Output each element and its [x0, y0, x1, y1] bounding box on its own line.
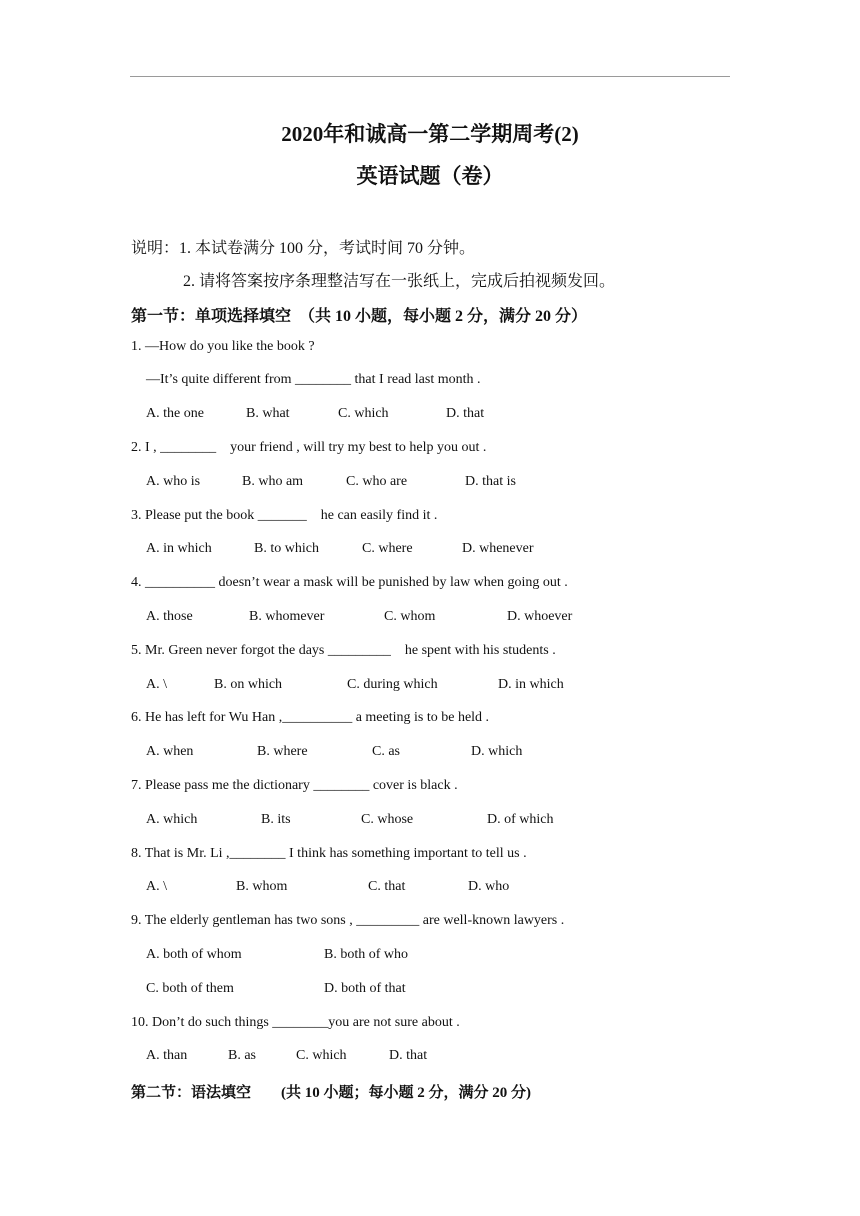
- question-6-stem: 6. He has left for Wu Han ,__________ a meeting is to be held .: [131, 710, 490, 725]
- question-3-option-b: B. to which: [254, 541, 319, 556]
- header-rule: [130, 76, 730, 77]
- question-5-option-a: A. \: [146, 677, 167, 692]
- question-4-option-c: C. whom: [384, 609, 436, 624]
- question-2-option-b: B. who am: [242, 474, 304, 489]
- question-9-option-a: A. both of whom: [146, 947, 242, 962]
- question-1-option-a: A. the one: [146, 406, 204, 421]
- question-4-stem: 4. __________ doesn’t wear a mask will be punished by law when going out .: [131, 575, 568, 590]
- question-4-option-a: A. those: [146, 609, 193, 624]
- question-8-stem: 8. That is Mr. Li ,________ I think has something important to tell us .: [131, 846, 527, 861]
- question-3-option-a: A. in which: [146, 541, 212, 556]
- question-3-stem: 3. Please put the book _______ he can easily find it .: [131, 508, 438, 523]
- question-10-option-a: A. than: [146, 1048, 188, 1063]
- note-1: 说明：1. 本试卷满分 100 分，考试时间 70 分钟。: [131, 240, 476, 257]
- question-8-option-d: D. who: [468, 879, 510, 894]
- question-2-option-d: D. that is: [465, 474, 516, 489]
- question-7-option-c: C. whose: [361, 812, 414, 827]
- question-9-stem: 9. The elderly gentleman has two sons , _________ are well-known lawyers .: [131, 913, 565, 928]
- question-5-option-d: D. in which: [498, 677, 564, 692]
- exam-title: 2020年和诚高一第二学期周考(2): [281, 122, 579, 146]
- question-8-option-b: B. whom: [236, 879, 288, 894]
- question-1-stem-reply: —It’s quite different from ________ that I read last month .: [146, 372, 481, 387]
- section-2-heading: 第二节：语法填空 (共 10 小题；每小题 2 分，满分 20 分): [131, 1085, 531, 1101]
- question-8-option-c: C. that: [368, 879, 406, 894]
- question-6-option-a: A. when: [146, 744, 194, 759]
- section-1-heading: 第一节：单项选择填空 （共 10 小题，每小题 2 分，满分 20 分）: [131, 308, 588, 325]
- question-10-stem: 10. Don’t do such things ________you are not sure about .: [131, 1015, 460, 1030]
- note-2: 2. 请将答案按序条理整洁写在一张纸上，完成后拍视频发回。: [183, 273, 616, 290]
- question-7-option-a: A. which: [146, 812, 198, 827]
- question-6-option-b: B. where: [257, 744, 308, 759]
- question-8-option-a: A. \: [146, 879, 167, 894]
- question-9-option-b: B. both of who: [324, 947, 408, 962]
- question-5-stem: 5. Mr. Green never forgot the days _________ he spent with his students .: [131, 643, 556, 658]
- question-6-option-d: D. which: [471, 744, 523, 759]
- question-6-option-c: C. as: [372, 744, 400, 759]
- question-9-option-d: D. both of that: [324, 981, 406, 996]
- question-10-option-b: B. as: [228, 1048, 256, 1063]
- question-2-option-c: C. who are: [346, 474, 408, 489]
- question-9-option-c: C. both of them: [146, 981, 234, 996]
- question-7-stem: 7. Please pass me the dictionary ________ cover is black .: [131, 778, 458, 793]
- question-1-option-b: B. what: [246, 406, 290, 421]
- question-7-option-d: D. of which: [487, 812, 554, 827]
- question-10-option-c: C. which: [296, 1048, 347, 1063]
- question-2-option-a: A. who is: [146, 474, 201, 489]
- question-10-option-d: D. that: [389, 1048, 428, 1063]
- question-1-stem: 1. —How do you like the book ?: [131, 339, 315, 354]
- question-4-option-d: D. whoever: [507, 609, 573, 624]
- question-3-option-c: C. where: [362, 541, 413, 556]
- exam-subtitle: 英语试题（卷）: [356, 164, 504, 188]
- question-4-option-b: B. whomever: [249, 609, 325, 624]
- question-5-option-b: B. on which: [214, 677, 283, 692]
- question-7-option-b: B. its: [261, 812, 291, 827]
- question-1-option-d: D. that: [446, 406, 485, 421]
- question-1-option-c: C. which: [338, 406, 389, 421]
- question-3-option-d: D. whenever: [462, 541, 534, 556]
- question-5-option-c: C. during which: [347, 677, 438, 692]
- question-2-stem: 2. I , ________ your friend , will try my best to help you out .: [131, 440, 487, 455]
